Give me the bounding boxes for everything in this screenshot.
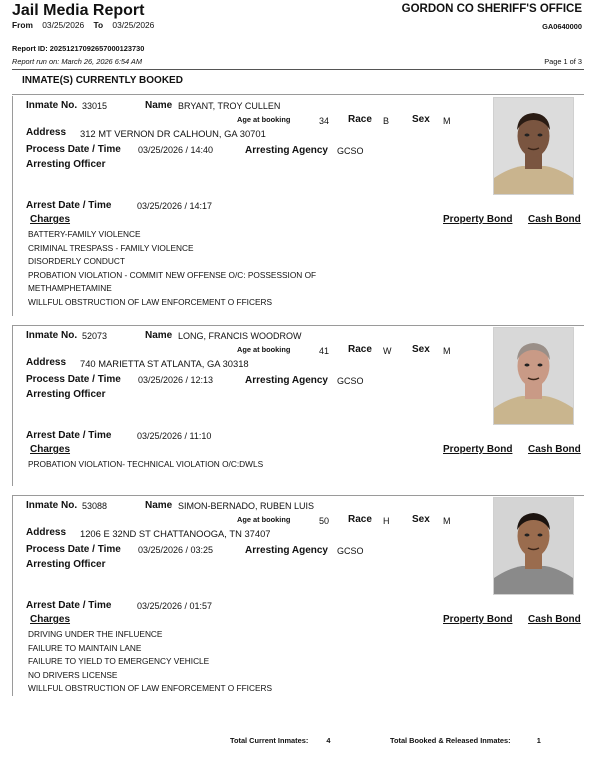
total-current-label: Total Current Inmates: [230,736,309,745]
total-current [230,736,331,745]
process-value: 03/25/2026 / 14:40 [138,145,214,155]
officer-label: Arresting Officer [26,159,106,170]
mugshot-image [494,328,573,424]
charge-item: METHAMPHETAMINE [28,283,112,293]
process-value: 03/25/2026 / 12:13 [138,375,214,385]
total-current-value: 4 [326,736,331,745]
mugshot-photo [493,327,574,425]
race-label: Race [348,514,372,525]
sex-value: M [443,116,451,126]
race-value: H [383,516,390,526]
inmate-no-value: 52073 [82,331,108,341]
officer-label: Arresting Officer [26,389,106,400]
arrest-value: 03/25/2026 / 01:57 [137,601,213,611]
race-label: Race [348,114,372,125]
sex-label: Sex [412,344,430,355]
cash-bond-label: Cash Bond [528,614,581,625]
arrest-label: Arrest Date / Time [26,200,112,211]
agency-label: Arresting Agency [245,375,328,386]
inmate-divider [12,325,584,326]
report-run-on [12,57,142,66]
inmate-name: LONG, FRANCIS WOODROW [178,331,302,341]
agency-value: GCSO [337,546,364,556]
from-date: 03/25/2026 [42,20,85,30]
inmate-no-value: 53088 [82,501,108,511]
age-value: 34 [319,116,330,126]
from-label: From [12,20,33,30]
sex-value: M [443,346,451,356]
officer-label: Arresting Officer [26,559,106,570]
charge-item: CRIMINAL TRESPASS - FAMILY VIOLENCE [28,242,194,253]
charge-item: FAILURE TO MAINTAIN LANE [28,642,142,653]
agency-value: GCSO [337,376,364,386]
race-value: W [383,346,392,356]
address-label: Address [26,357,67,368]
age-label: Age at booking [237,115,291,124]
charges-label: Charges [30,444,71,455]
total-booked-value: 1 [536,736,541,745]
inmate-block-border [12,96,13,316]
to-label: To [93,20,104,30]
arrest-label: Arrest Date / Time [26,600,112,611]
arrest-value: 03/25/2026 / 14:17 [137,201,213,211]
charge-item: BATTERY-FAMILY VIOLENCE [28,229,141,239]
mugshot-photo [493,97,574,195]
report-id-label: Report ID: [12,44,48,53]
address-value: 740 MARIETTA ST ATLANTA, GA 30318 [80,358,249,369]
total-booked [390,736,541,745]
age-value: 50 [319,516,330,526]
address-label: Address [26,127,67,138]
sex-value: M [443,516,451,526]
charge-item: WILLFUL OBSTRUCTION OF LAW ENFORCEMENT O FFICERS [28,296,273,307]
inmate-no-label: Inmate No. [26,100,78,111]
charge-item: WILLFUL OBSTRUCTION OF LAW ENFORCEMENT O FFICERS [28,683,273,693]
sex-label: Sex [412,114,430,125]
report-title: Jail Media Report [12,2,145,19]
charge-item: FAILURE TO YIELD TO EMERGENCY VEHICLE [28,656,210,666]
page-number: Page 1 of 3 [544,57,582,66]
inmate-block-border [12,496,13,696]
sex-label: Sex [412,514,430,525]
charge-item: NO DRIVERS LICENSE [28,669,118,680]
inmate-no-label: Inmate No. [26,500,78,511]
arrest-value: 03/25/2026 / 11:10 [137,431,212,441]
date-range [12,20,154,30]
report-id-value: 20251217092657000123730 [49,44,145,53]
inmate-no-label: Inmate No. [26,330,78,341]
charges-label: Charges [30,614,71,625]
name-label: Name [145,100,173,111]
agency-name: GORDON CO SHERIFF'S OFFICE [401,3,582,15]
section-title: INMATE(S) CURRENTLY BOOKED [22,75,183,86]
process-label: Process Date / Time [26,144,121,155]
inmate-name: SIMON-BERNADO, RUBEN LUIS [178,501,315,511]
property-bond-label: Property Bond [443,214,513,225]
cash-bond-label: Cash Bond [528,444,581,455]
mugshot-image [494,98,573,194]
process-label: Process Date / Time [26,374,121,385]
age-label: Age at booking [237,345,291,354]
section-divider [12,94,584,95]
to-date: 03/25/2026 [112,20,155,30]
mugshot-photo [493,497,574,595]
report-id [12,44,144,53]
run-on-label: Report run on: [12,57,60,66]
inmate-block-border [12,326,13,486]
mugshot-image [494,498,573,594]
process-label: Process Date / Time [26,544,121,555]
charge-item: PROBATION VIOLATION - COMMIT NEW OFFENSE O/C: POSSESSION OF [28,269,317,280]
agency-value: GCSO [337,146,364,156]
address-label: Address [26,527,67,538]
property-bond-label: Property Bond [443,614,513,625]
property-bond-label: Property Bond [443,444,513,455]
agency-label: Arresting Agency [245,145,328,156]
address-value: 1206 E 32ND ST CHATTANOOGA, TN 37407 [80,528,271,539]
header-divider [12,69,584,70]
race-label: Race [348,344,372,355]
age-label: Age at booking [237,515,291,524]
charge-item: PROBATION VIOLATION- TECHNICAL VIOLATION O/C:DWLS [28,459,264,469]
cash-bond-label: Cash Bond [528,214,581,225]
name-label: Name [145,330,173,341]
address-value: 312 MT VERNON DR CALHOUN, GA 30701 [80,128,266,139]
agency-label: Arresting Agency [245,545,328,556]
inmate-divider [12,495,584,496]
total-booked-label: Total Booked & Released Inmates: [390,736,511,745]
agency-code: GA0640000 [542,22,582,31]
charge-item: DISORDERLY CONDUCT [28,256,125,266]
charges-label: Charges [30,214,71,225]
charge-item: DRIVING UNDER THE INFLUENCE [28,629,163,639]
name-label: Name [145,500,173,511]
race-value: B [383,116,390,126]
arrest-label: Arrest Date / Time [26,430,112,441]
run-on-value: March 26, 2026 6:54 AM [61,57,142,66]
inmate-no-value: 33015 [82,101,108,111]
age-value: 41 [319,346,330,356]
inmate-name: BRYANT, TROY CULLEN [178,101,281,111]
process-value: 03/25/2026 / 03:25 [138,545,214,555]
